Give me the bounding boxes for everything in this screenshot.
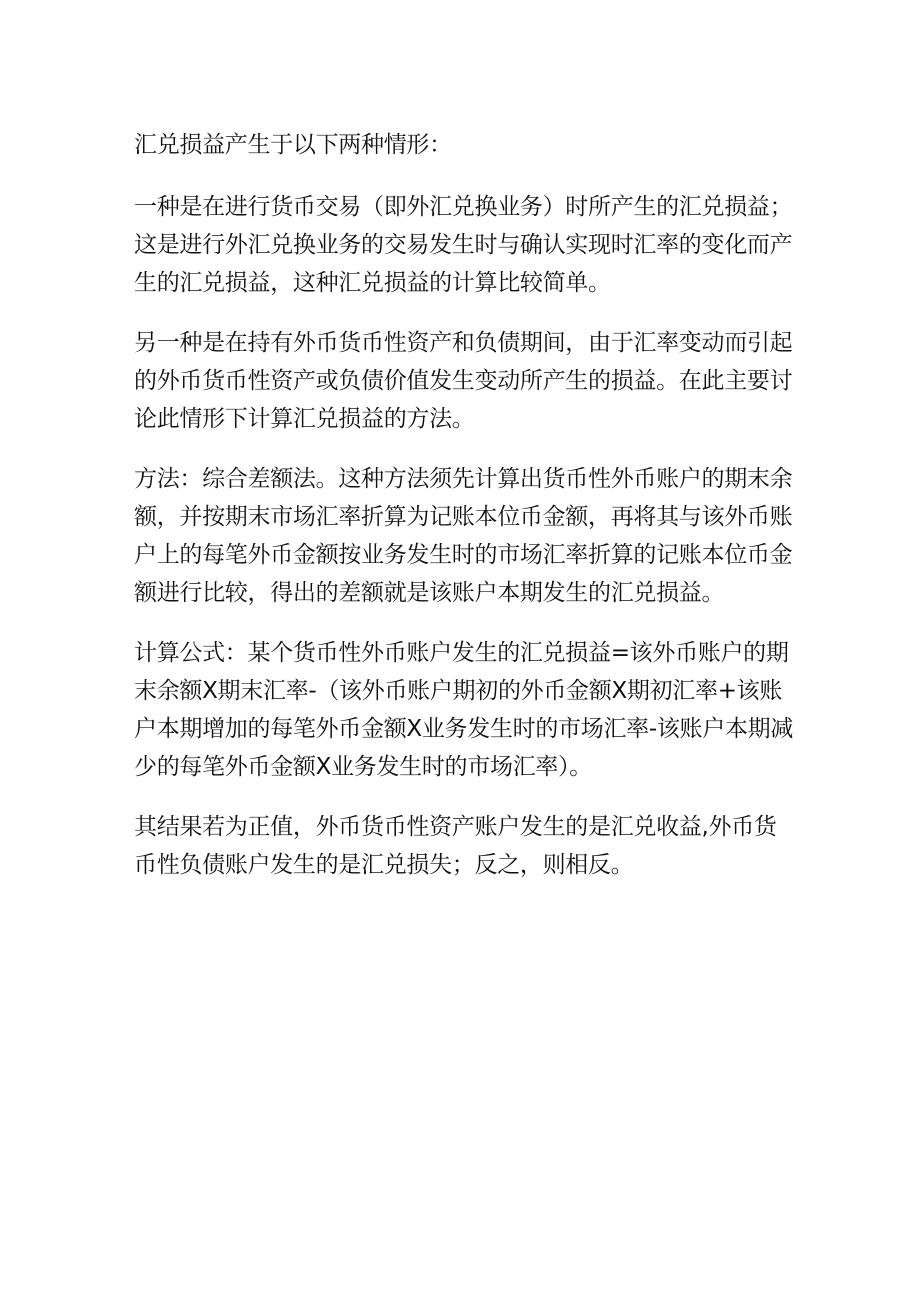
paragraph-method: 方法：综合差额法。这种方法须先计算出货币性外币账户的期末余额，并按期末市场汇率折算为记账本位币金额，再将其与该外币账户上的每笔外币金额按业务发生时的市场汇率折算的记账本位币金额进行比较，得出的差额就是该账户本期发生的汇兑损益。	[134, 466, 793, 606]
paragraph-formula: 计算公式：某个货币性外币账户发生的汇兑损益=该外币账户的期末余额X期末汇率-（该外币账户期初的外币金额X期初汇率+该账户本期增加的每笔外币金额X业务发生时的市场汇率-该账户本期减少的每笔外币金额X业务发生时的市场汇率）。	[134, 640, 794, 780]
paragraph-case-one: 一种是在进行货币交易（即外汇兑换业务）时所产生的汇兑损益；这是进行外汇兑换业务的交易发生时与确认实现时汇率的变化而产生的汇兑损益，这种汇兑损益的计算比较简单。	[134, 194, 793, 296]
paragraph-intro: 汇兑损益产生于以下两种情形：	[134, 132, 452, 158]
paragraph-result: 其结果若为正值，外币货币性资产账户发生的是汇兑收益,外币货币性负债账户发生的是汇兑损失；反之，则相反。	[134, 814, 777, 878]
paragraph-case-two: 另一种是在持有外币货币性资产和负债期间，由于汇率变动而引起的外币货币性资产或负债价值发生变动所产生的损益。在此主要讨论此情形下计算汇兑损益的方法。	[134, 330, 793, 432]
document-body	[134, 126, 794, 906]
